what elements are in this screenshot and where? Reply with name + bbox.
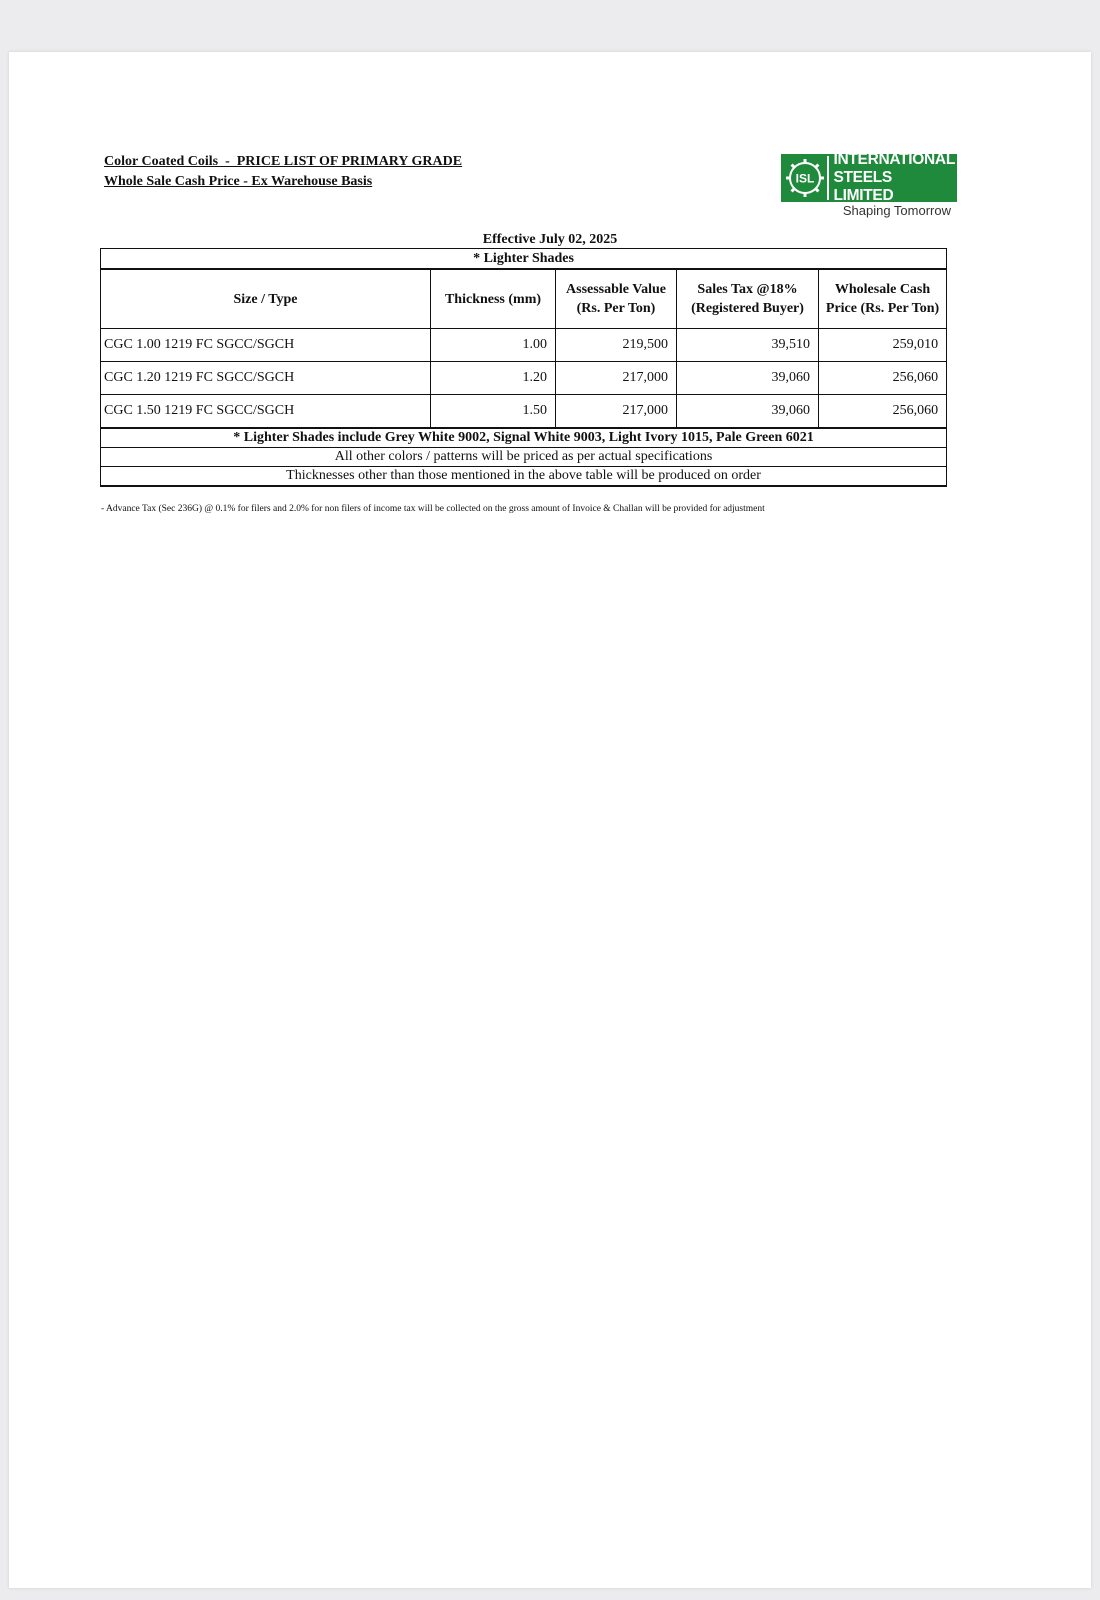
column-header-wholesale-price: Wholesale Cash Price (Rs. Per Ton): [819, 269, 947, 329]
cell-sales-tax: 39,060: [677, 395, 819, 429]
cell-wholesale-price: 256,060: [819, 395, 947, 429]
note-lighter-shades: * Lighter Shades include Grey White 9002, Signal White 9003, Light Ivory 1015, Pale Green 6021: [101, 428, 947, 448]
cell-wholesale-price: 256,060: [819, 362, 947, 395]
heading-wholesale-basis: Whole Sale Cash Price - Ex Warehouse Basis: [104, 174, 373, 189]
logo-badge: [781, 151, 957, 204]
cell-thickness: 1.20: [431, 362, 556, 395]
table-section-title: * Lighter Shades: [101, 249, 947, 270]
cell-sales-tax: 39,060: [677, 362, 819, 395]
cell-assessable-value: 217,000: [556, 395, 677, 429]
note-other-thicknesses: Thicknesses other than those mentioned in the above table will be produced on order: [101, 467, 947, 487]
table-row: [101, 362, 947, 395]
note-other-colors: All other colors / patterns will be priced as per actual specifications: [101, 448, 947, 467]
logo-company-name: [833, 151, 955, 205]
company-logo: [781, 151, 967, 218]
logo-name-line1: INTERNATIONAL: [833, 151, 955, 168]
logo-initials: ISL: [795, 171, 815, 186]
column-header-thickness: Thickness (mm): [431, 269, 556, 329]
cell-assessable-value: 219,500: [556, 329, 677, 362]
document-page: [9, 52, 1091, 1588]
cell-size-type: CGC 1.50 1219 FC SGCC/SGCH: [101, 395, 431, 429]
table-row: [101, 395, 947, 429]
cell-thickness: 1.00: [431, 329, 556, 362]
table-row: [101, 329, 947, 362]
cell-assessable-value: 217,000: [556, 362, 677, 395]
logo-name-line2: STEELS LIMITED: [833, 169, 894, 204]
gear-icon: [783, 156, 829, 200]
cell-thickness: 1.50: [431, 395, 556, 429]
logo-tagline: Shaping Tomorrow: [842, 203, 951, 218]
cell-sales-tax: 39,510: [677, 329, 819, 362]
table-header-row: [101, 269, 947, 329]
heading-price-list: Color Coated Coils - PRICE LIST OF PRIMARY GRADE: [104, 154, 463, 169]
price-table: [100, 248, 947, 487]
column-header-assessable-value: Assessable Value (Rs. Per Ton): [556, 269, 677, 329]
document-headings: [104, 152, 462, 192]
cell-wholesale-price: 259,010: [819, 329, 947, 362]
column-header-size-type: Size / Type: [101, 269, 431, 329]
cell-size-type: CGC 1.00 1219 FC SGCC/SGCH: [101, 329, 431, 362]
column-header-sales-tax: Sales Tax @18% (Registered Buyer): [677, 269, 819, 329]
cell-size-type: CGC 1.20 1219 FC SGCC/SGCH: [101, 362, 431, 395]
effective-date: Effective July 02, 2025: [482, 232, 618, 247]
advance-tax-footnote: - Advance Tax (Sec 236G) @ 0.1% for filers and 2.0% for non filers of income tax will be collected on the gross amount of Invoice & Challan will be provided for adjustment: [101, 504, 765, 514]
